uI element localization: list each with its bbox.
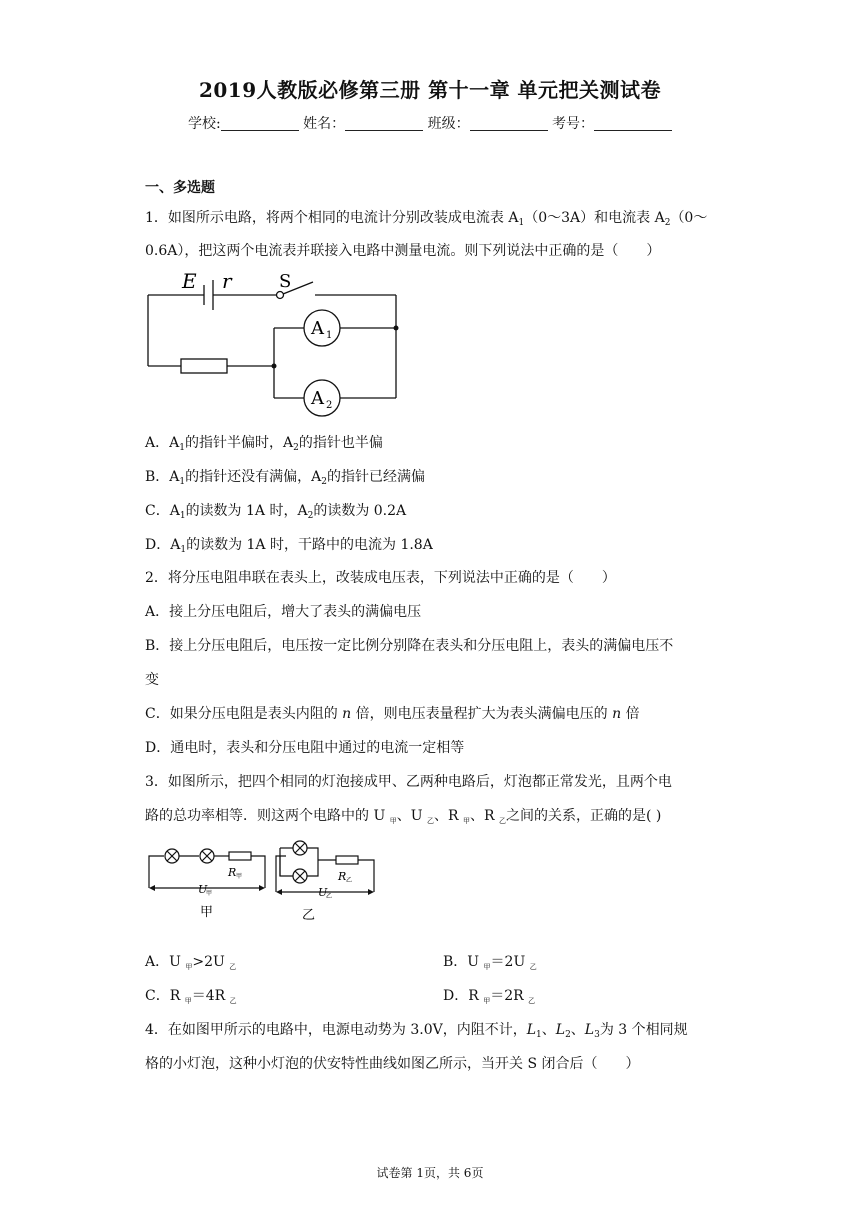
q2-option-c[interactable]: C．如果分压电阻是表头内阻的 n 倍，则电压表量程扩大为表头满偏电压的 n 倍	[145, 706, 640, 722]
q3-option-a[interactable]: A．U $_甲$>2U $_乙$	[145, 954, 237, 971]
q4-stem-line2: 格的小灯泡，这种小灯泡的伏安特性曲线如图乙所示，当开关 S 闭合后（ ）	[145, 1056, 640, 1072]
q1-option-a[interactable]: A．$A_1$的指针半偏时，$A_2$的指针也半偏	[145, 435, 383, 453]
q1-option-c[interactable]: C．$A_1$的读数为 1A 时，$A_2$的读数为 0.2A	[145, 503, 407, 521]
name-blank[interactable]	[345, 116, 423, 131]
q3-option-b[interactable]: B．U $_甲$＝2U $_乙$	[443, 954, 537, 971]
q1-option-b[interactable]: B．$A_1$的指针还没有满偏，$A_2$的指针已经满偏	[145, 469, 425, 487]
r-jia-label: R	[228, 866, 237, 879]
q3-stem-line1: 3．如图所示，把四个相同的灯泡接成甲、乙两种电路后，灯泡都正常发光，且两个电	[145, 774, 672, 790]
internal-resistance-label: r	[222, 269, 232, 293]
r-yi-sub: 乙	[346, 877, 353, 884]
school-blank[interactable]	[221, 116, 299, 131]
q3-option-c[interactable]: C．R $_甲$＝4R $_乙$	[145, 988, 237, 1005]
q3-stem-line2: 路的总功率相等．则这两个电路中的 U $_甲$、U $_乙$、R $_甲$、R $_乙$之间的关系，正确的是( )	[145, 808, 662, 825]
q1-stem-line2: 0.6A），把这两个电流表并联接入电路中测量电流。则下列说法中正确的是（ ）	[145, 243, 661, 259]
q1-option-d[interactable]: D．$A_1$的读数为 1A 时，干路中的电流为 1.8A	[145, 537, 433, 555]
q2-option-b-line1[interactable]: B．接上分压电阻后，电压按一定比例分别降在表头和分压电阻上，表头的满偏电压不	[145, 638, 674, 654]
q3-circuit-diagrams	[140, 836, 390, 926]
emf-label: E	[182, 269, 197, 293]
u-yi-label: U	[318, 886, 328, 899]
q2-option-d[interactable]: D．通电时，表头和分压电阻中通过的电流一定相等	[145, 740, 465, 756]
q4-stem-line1: 4．在如图甲所示的电路中，电源电动势为 3.0V，内阻不计，$L_1$、$L_2$、$L_3$为 3 个相同规	[145, 1022, 688, 1040]
q2-option-b-line2[interactable]: 变	[145, 672, 159, 688]
ammeter-a1-label: A	[311, 318, 324, 339]
q1-stem-line1	[145, 208, 707, 228]
q1-text-c: （0～	[670, 210, 708, 226]
exam-number-blank[interactable]	[594, 116, 672, 131]
u-jia-label: U	[198, 883, 208, 896]
exam-number-label: 考号：	[552, 116, 595, 132]
q2-option-a[interactable]: A．接上分压电阻后，增大了表头的满偏电压	[145, 604, 422, 620]
q1-circuit-diagram	[140, 268, 410, 418]
school-label: 学校:	[187, 116, 221, 132]
exam-title: 2019人教版必修第三册 第十一章 单元把关测试卷	[198, 78, 662, 102]
ammeter-a1-sub: 1	[326, 330, 333, 341]
class-label: 班级：	[427, 116, 470, 132]
page-footer: 试卷第 1页，共 6页	[376, 1166, 484, 1180]
u-yi-sub: 乙	[326, 893, 333, 900]
switch-label: S	[279, 271, 292, 292]
caption-yi: 乙	[302, 908, 316, 923]
caption-jia: 甲	[200, 905, 214, 920]
ammeter-a2-label: A	[311, 388, 324, 409]
section-heading: 一、多选题	[145, 180, 215, 196]
ammeter-a2-sub: 2	[326, 400, 333, 411]
q1-text-b: （0～3A）和电流表 A	[524, 210, 665, 226]
r-yi-label: R	[338, 870, 347, 883]
class-blank[interactable]	[470, 116, 548, 131]
q1-sub-2: 2	[664, 218, 671, 228]
student-info-row	[0, 113, 860, 133]
name-label: 姓名：	[303, 116, 346, 132]
q1-text-a: 1．如图所示电路，将两个相同的电流计分别改装成电流表 A	[145, 210, 519, 226]
q3-option-d[interactable]: D．R $_甲$＝2R $_乙$	[443, 988, 536, 1005]
u-jia-sub: 甲	[206, 890, 213, 897]
q2-stem: 2．将分压电阻串联在表头上，改装成电压表，下列说法中正确的是（ ）	[145, 570, 616, 586]
q1-sub-1: 1	[518, 218, 525, 228]
r-jia-sub: 甲	[236, 873, 243, 880]
